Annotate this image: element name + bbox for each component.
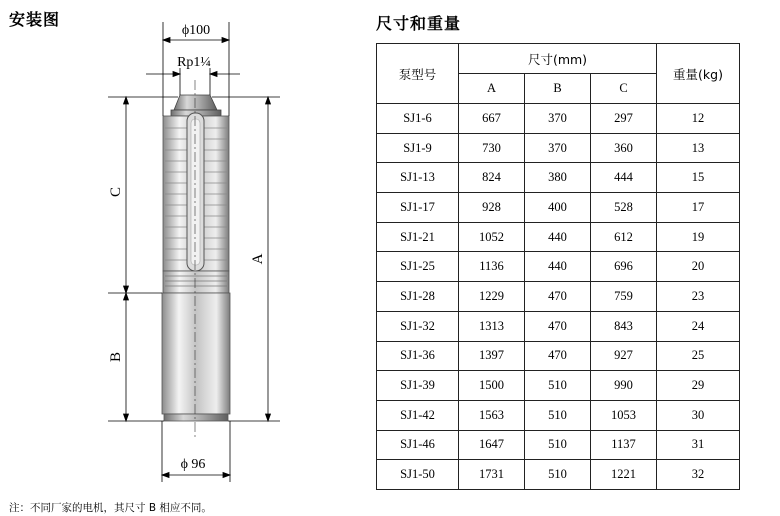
cell-weight: 19	[657, 222, 740, 252]
table-row	[377, 252, 740, 282]
cell-model: SJ1-9	[377, 133, 459, 163]
cell-weight: 23	[657, 282, 740, 312]
header-weight: 重量(kg)	[657, 44, 740, 104]
cell-c: 1053	[591, 400, 657, 430]
cell-a: 1731	[459, 460, 525, 490]
cell-c: 1137	[591, 430, 657, 460]
table-row	[377, 460, 740, 490]
cell-a: 730	[459, 133, 525, 163]
header-col-b: B	[525, 74, 591, 104]
cell-c: 927	[591, 341, 657, 371]
dimension-c-label: C	[108, 186, 124, 198]
cell-a: 928	[459, 193, 525, 223]
cell-b: 510	[525, 430, 591, 460]
cell-a: 667	[459, 104, 525, 134]
cell-c: 612	[591, 222, 657, 252]
dimension-thread-rp	[146, 68, 240, 95]
cell-weight: 30	[657, 400, 740, 430]
cell-a: 824	[459, 163, 525, 193]
cell-model: SJ1-17	[377, 193, 459, 223]
table-body	[377, 104, 740, 490]
cell-b: 470	[525, 341, 591, 371]
cell-c: 990	[591, 371, 657, 401]
cell-a: 1313	[459, 311, 525, 341]
cell-model: SJ1-25	[377, 252, 459, 282]
cell-model: SJ1-13	[377, 163, 459, 193]
cell-weight: 17	[657, 193, 740, 223]
dimension-b-label: B	[108, 351, 124, 363]
footnote: 注：不同厂家的电机，其尺寸 B 相应不同。	[9, 502, 212, 514]
cell-c: 843	[591, 311, 657, 341]
cell-b: 380	[525, 163, 591, 193]
install-diagram-title: 安装图	[9, 10, 61, 29]
cell-a: 1136	[459, 252, 525, 282]
cell-weight: 32	[657, 460, 740, 490]
cell-c: 360	[591, 133, 657, 163]
cell-b: 440	[525, 222, 591, 252]
cell-weight: 31	[657, 430, 740, 460]
table-title: 尺寸和重量	[376, 14, 462, 33]
cell-c: 297	[591, 104, 657, 134]
cell-a: 1397	[459, 341, 525, 371]
diameter-100-label: ϕ100	[181, 23, 211, 38]
dimensions-weight-table	[376, 43, 740, 490]
pump-installation-drawing	[0, 0, 370, 516]
cell-c: 759	[591, 282, 657, 312]
table-row	[377, 163, 740, 193]
cell-weight: 20	[657, 252, 740, 282]
header-col-a: A	[459, 74, 525, 104]
thread-rp-label: Rp1¼	[177, 55, 211, 70]
cell-a: 1563	[459, 400, 525, 430]
cell-b: 370	[525, 104, 591, 134]
cell-weight: 15	[657, 163, 740, 193]
cell-weight: 12	[657, 104, 740, 134]
cell-b: 400	[525, 193, 591, 223]
table-row	[377, 311, 740, 341]
cell-weight: 25	[657, 341, 740, 371]
table-row	[377, 400, 740, 430]
table-row	[377, 193, 740, 223]
pump-body	[162, 80, 230, 437]
cell-b: 510	[525, 400, 591, 430]
cell-b: 440	[525, 252, 591, 282]
cell-b: 510	[525, 371, 591, 401]
cell-b: 470	[525, 311, 591, 341]
cell-weight: 13	[657, 133, 740, 163]
cell-c: 1221	[591, 460, 657, 490]
header-pump-model: 泵型号	[377, 44, 459, 104]
cell-model: SJ1-32	[377, 311, 459, 341]
cell-model: SJ1-36	[377, 341, 459, 371]
table-row	[377, 222, 740, 252]
cell-model: SJ1-39	[377, 371, 459, 401]
table-row	[377, 371, 740, 401]
dimension-a-label: A	[250, 253, 266, 265]
cell-a: 1647	[459, 430, 525, 460]
cell-c: 696	[591, 252, 657, 282]
cell-a: 1229	[459, 282, 525, 312]
cell-c: 444	[591, 163, 657, 193]
header-size: 尺寸(mm)	[459, 44, 657, 74]
cell-model: SJ1-42	[377, 400, 459, 430]
table-row	[377, 430, 740, 460]
cell-weight: 24	[657, 311, 740, 341]
cell-model: SJ1-50	[377, 460, 459, 490]
cell-b: 510	[525, 460, 591, 490]
cell-model: SJ1-28	[377, 282, 459, 312]
table-row	[377, 341, 740, 371]
cell-a: 1500	[459, 371, 525, 401]
table-row	[377, 282, 740, 312]
cell-c: 528	[591, 193, 657, 223]
cell-model: SJ1-46	[377, 430, 459, 460]
diameter-96-label: ϕ 96	[180, 457, 206, 472]
cell-b: 470	[525, 282, 591, 312]
cell-a: 1052	[459, 222, 525, 252]
cell-b: 370	[525, 133, 591, 163]
table-row	[377, 133, 740, 163]
table-row	[377, 104, 740, 134]
cell-weight: 29	[657, 371, 740, 401]
cell-model: SJ1-6	[377, 104, 459, 134]
header-col-c: C	[591, 74, 657, 104]
cell-model: SJ1-21	[377, 222, 459, 252]
dimension-diameter-96	[162, 421, 230, 482]
